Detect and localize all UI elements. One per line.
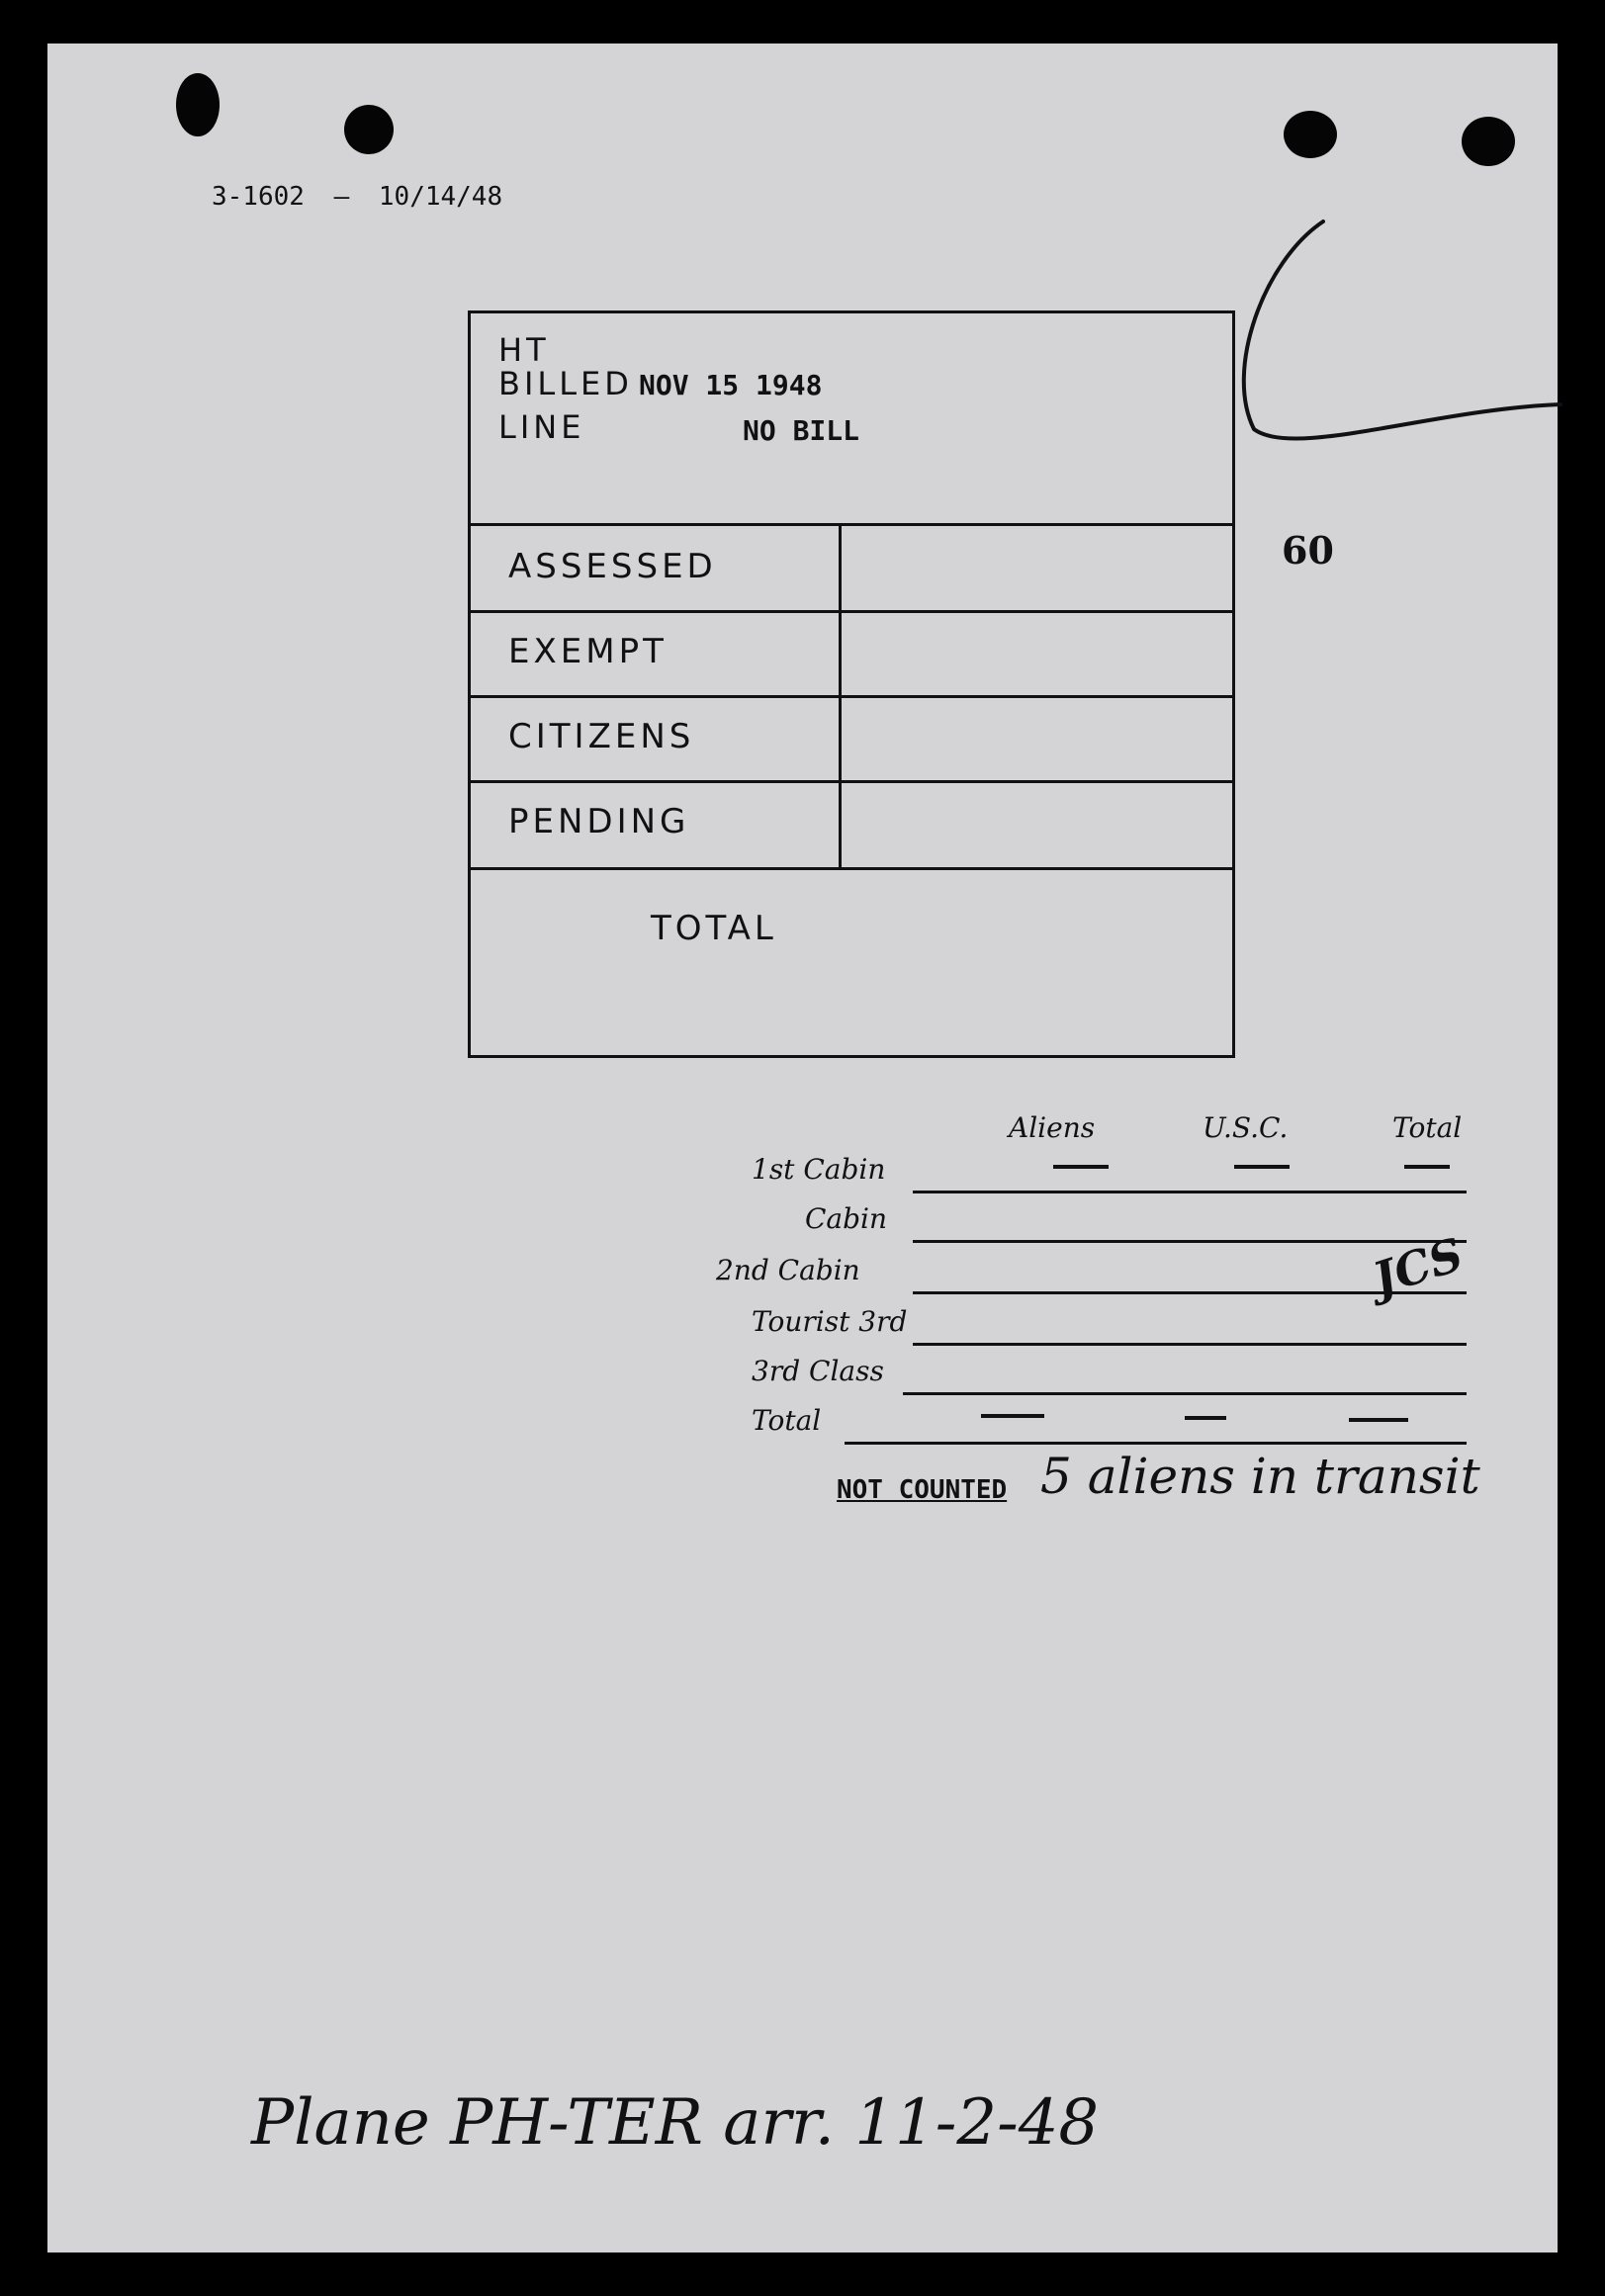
not-counted-note: 5 aliens in transit [1040, 1448, 1480, 1505]
check-mark-scribble-icon [1214, 212, 1570, 459]
tally-row-total: Total [752, 1404, 822, 1437]
total-total-dash [1349, 1418, 1408, 1422]
first-cabin-aliens-dash [1053, 1165, 1109, 1169]
not-counted-stamp: NOT COUNTED [837, 1475, 1008, 1505]
page-number: 60 [1282, 528, 1334, 573]
tally-line-third-class [903, 1392, 1467, 1395]
box-divider-3 [471, 695, 1232, 698]
first-cabin-total-dash [1404, 1165, 1450, 1169]
document-page [47, 44, 1558, 2252]
stamp-no-bill: NO BILL [743, 414, 860, 447]
initials-text: JCS [1366, 1227, 1470, 1306]
tally-line-total [845, 1442, 1467, 1445]
tally-row-cabin: Cabin [805, 1202, 888, 1235]
box-divider-1 [471, 523, 1232, 526]
reference-line [212, 182, 502, 212]
header-line-ht: HT [498, 331, 550, 369]
column-header-usc: U.S.C. [1203, 1111, 1289, 1144]
box-divider-5 [471, 867, 1232, 870]
first-cabin-usc-dash [1234, 1165, 1290, 1169]
row-label-exempt: EXEMPT [508, 632, 668, 671]
reference-date: 10/14/48 [378, 182, 503, 212]
total-label: TOTAL [651, 909, 777, 948]
stamp-date: NOV 15 1948 [639, 369, 823, 401]
tally-line-first-cabin [913, 1191, 1467, 1193]
footer-note: Plane PH-TER arr. 11-2-48 [251, 2086, 1100, 2160]
column-header-total: Total [1392, 1111, 1463, 1144]
row-label-citizens: CITIZENS [508, 717, 695, 756]
tally-row-tourist-third: Tourist 3rd [752, 1305, 908, 1338]
tally-row-second-cabin: 2nd Cabin [716, 1254, 860, 1286]
punch-hole-left-1 [176, 73, 220, 136]
tally-row-third-class: 3rd Class [752, 1355, 884, 1387]
billing-form-box [468, 310, 1235, 1058]
reference-dash: — [333, 182, 350, 212]
punch-hole-right-1 [1284, 111, 1337, 158]
line-label: LINE [498, 408, 585, 446]
box-column-divider [839, 523, 842, 867]
total-aliens-dash [981, 1414, 1044, 1418]
punch-hole-right-2 [1462, 117, 1515, 166]
tally-line-tourist-third [913, 1343, 1467, 1346]
billed-label: BILLED [498, 365, 633, 402]
punch-hole-left-2 [344, 105, 394, 154]
total-usc-dash [1185, 1416, 1226, 1420]
box-divider-2 [471, 610, 1232, 613]
row-label-assessed: ASSESSED [508, 547, 717, 586]
box-divider-4 [471, 780, 1232, 783]
reference-number: 3-1602 [212, 182, 305, 212]
column-header-aliens: Aliens [1009, 1111, 1096, 1144]
tally-row-first-cabin: 1st Cabin [752, 1153, 886, 1186]
tally-line-cabin [913, 1240, 1467, 1243]
row-label-pending: PENDING [508, 802, 690, 841]
